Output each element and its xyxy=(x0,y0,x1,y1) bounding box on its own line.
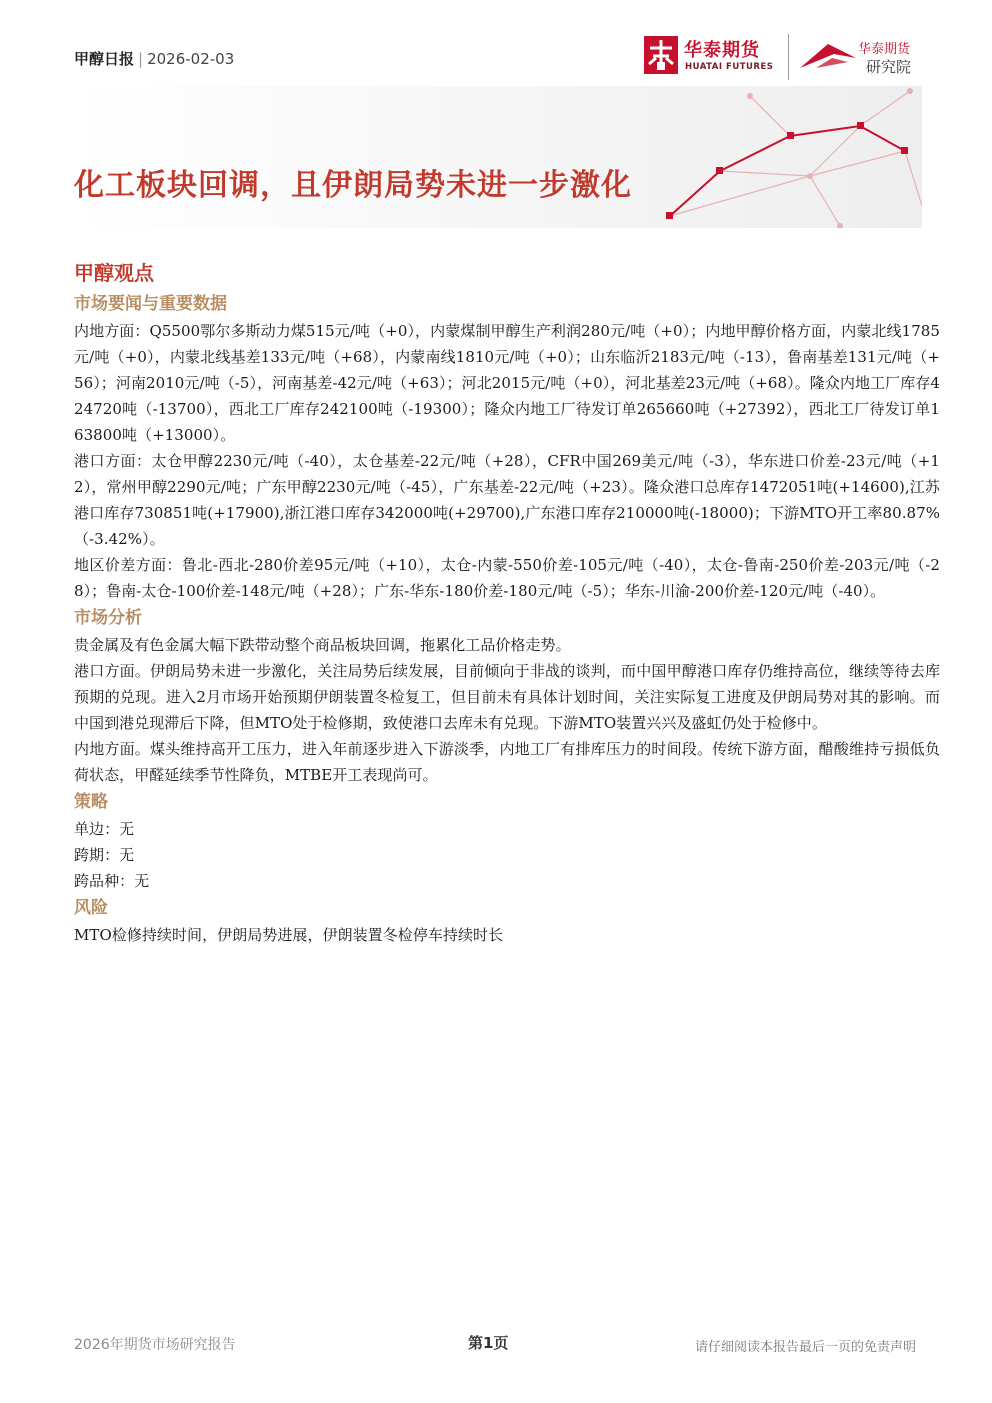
report-header xyxy=(74,46,234,72)
strategy-item: 单边：无 xyxy=(74,820,135,838)
institute-logo-icon xyxy=(798,38,858,74)
brand-name-en: HUATAI FUTURES xyxy=(685,62,774,72)
market-analysis-paragraph: 内地方面。煤头维持高开工压力，进入年前逐步进入下游淡季，内地工厂有排库压力的时间段。传统下游方面，醋酸维持亏损低负荷状态，甲醛延续季节性降负，MTBE开工表现尚可。 xyxy=(74,740,940,784)
market-news-paragraph: 港口方面：太仓甲醇2230元/吨（-40），太仓基差-22元/吨（+28），CFR中国269美元/吨（-3），华东进口价差-23元/吨（+12），常州甲醇2290元/吨；广东甲醇2230元/吨（-45），广东基差-22元/吨（+23）。隆众港口总库存1472051吨(+14600),江苏港口库存730851吨(+17900),浙江港口库存342000吨(+29700),广东港口库存210000吨(-18000)；下游MTO开工率80.87%（-3.42%）。 xyxy=(74,452,940,548)
risk-heading: 风险 xyxy=(74,898,108,918)
market-analysis-heading: 市场分析 xyxy=(74,608,142,628)
page-number: 第1页 xyxy=(468,1334,509,1352)
risk-text: MTO检修持续时间，伊朗局势进展，伊朗装置冬检停车持续时长 xyxy=(74,926,504,944)
brand-name-cn: 华泰期货 xyxy=(684,40,760,61)
institute-name-top: 华泰期货 xyxy=(858,42,911,57)
strategy-item: 跨品种：无 xyxy=(74,872,150,890)
report-date: 2026-02-03 xyxy=(147,50,235,68)
strategy-item: 跨期：无 xyxy=(74,846,135,864)
logo-area xyxy=(640,32,930,82)
market-news-paragraph: 地区价差方面：鲁北-西北-280价差95元/吨（+10），太仓-内蒙-550价差-105元/吨（-40），太仓-鲁南-250价差-203元/吨（-28）；鲁南-太仓-100价差-148元/吨（+28）；广东-华东-180价差-180元/吨（-5）；华东-川渝-200价差-120元/吨（-40）。 xyxy=(74,556,940,600)
market-analysis-paragraph: 贵金属及有色金属大幅下跌带动整个商品板块回调，拖累化工品价格走势。 xyxy=(74,636,571,654)
huatai-logo-icon xyxy=(644,36,678,74)
institute-name-bottom: 研究院 xyxy=(866,58,912,76)
network-decoration xyxy=(70,86,922,228)
market-news-heading: 市场要闻与重要数据 xyxy=(74,294,227,314)
logo-divider xyxy=(788,34,789,80)
title-banner xyxy=(70,86,922,228)
report-title: 化工板块回调，且伊朗局势未进一步激化 xyxy=(74,168,632,203)
disclaimer-note: 请仔细阅读本报告最后一页的免责声明 xyxy=(694,1340,916,1355)
market-analysis-paragraph: 港口方面。伊朗局势未进一步激化，关注局势后续发展，目前倾向于非战的谈判，而中国甲醇港口库存仍维持高位，继续等待去库预期的兑现。进入2月市场开始预期伊朗装置冬检复工，但目前未有具体计划时间，关注实际复工进度及伊朗局势对其的影响。而中国到港兑现滞后下降，但MTO处于检修期，致使港口去库未有兑现。下游MTO装置兴兴及盛虹仍处于检修中。 xyxy=(74,662,940,732)
main-heading: 甲醇观点 xyxy=(74,261,154,285)
report-type: 甲醇日报 xyxy=(74,50,135,68)
strategy-heading: 策略 xyxy=(74,792,108,812)
page-footer xyxy=(74,1330,916,1360)
market-news-paragraph: 内地方面：Q5500鄂尔多斯动力煤515元/吨（+0），内蒙煤制甲醇生产利润280元/吨（+0）；内地甲醇价格方面，内蒙北线1785元/吨（+0），内蒙北线基差133元/吨（+68），内蒙南线1810元/吨（+0）；山东临沂2183元/吨（-13），鲁南基差131元/吨（+56）；河南2010元/吨（-5），河南基差-42元/吨（+63）；河北2015元/吨（+0），河北基差23元/吨（+68）。隆众内地工厂库存424720吨（-13700），西北工厂库存242100吨（-19300）；隆众内地工厂待发订单265660吨（+27392），西北工厂待发订单163800吨（+13000）。 xyxy=(74,322,940,444)
header-separator: | xyxy=(138,50,144,68)
report-body xyxy=(74,256,940,948)
footer-report-series: 2026年期货市场研究报告 xyxy=(74,1337,236,1353)
